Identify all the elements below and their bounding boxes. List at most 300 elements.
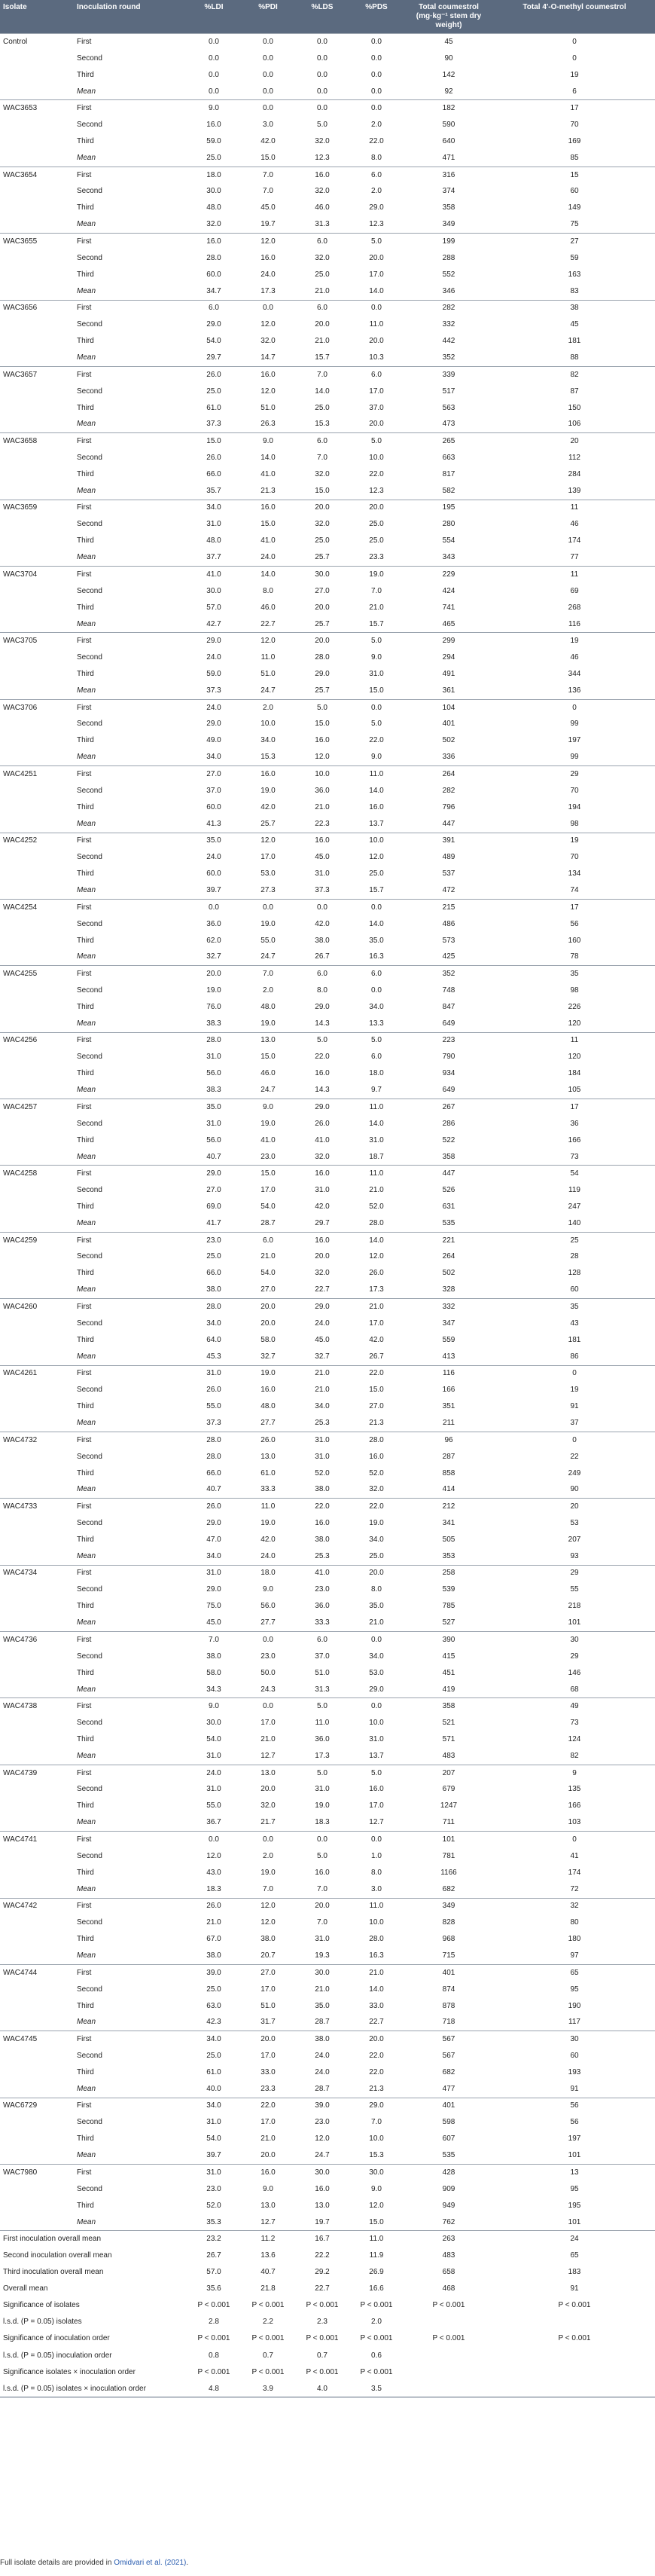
summary-value: 3.5 <box>349 2381 404 2397</box>
cell-round: Third <box>77 1801 94 1811</box>
cell-value: 38.0 <box>206 1951 221 1960</box>
cell-value: 29 <box>494 766 655 783</box>
cell-round: Third <box>77 936 94 945</box>
cell-value: 166 <box>442 1386 455 1395</box>
table-row <box>0 583 655 600</box>
cell-value: 14.3 <box>315 1019 330 1028</box>
table-row <box>0 833 655 849</box>
cell-isolate: WAC4734 <box>0 1565 74 1581</box>
summary-value: P < 0.001 <box>306 2301 339 2310</box>
cell-value: 19.0 <box>315 1801 330 1811</box>
cell-value: 65 <box>494 1964 655 1981</box>
table-row <box>0 350 655 366</box>
cell-value: 35.3 <box>206 2217 221 2226</box>
cell-value: 32.0 <box>315 1152 330 1161</box>
cell-value: 30.0 <box>206 1719 221 1728</box>
cell-isolate <box>0 949 74 966</box>
table-row <box>0 2048 655 2064</box>
cell-value: 299 <box>404 633 494 649</box>
cell-value: 414 <box>442 1485 455 1494</box>
cell-value: 59 <box>570 253 579 262</box>
cell-value: 796 <box>442 802 455 811</box>
cell-value: 20.0 <box>260 1785 276 1794</box>
cell-value: 13.7 <box>369 819 384 828</box>
cell-value: 19.7 <box>260 220 276 229</box>
table-row <box>0 683 655 699</box>
cell-value: 83 <box>570 286 579 295</box>
cell-value: 15.0 <box>315 486 330 495</box>
cell-value: 15.0 <box>369 686 384 695</box>
cell-value: 42.0 <box>315 1202 330 1212</box>
cell-value: 447 <box>404 1166 494 1182</box>
cell-value: 249 <box>568 1468 581 1477</box>
cell-value: 33.0 <box>369 2001 384 2010</box>
cell-value: 16.0 <box>315 2184 330 2193</box>
cell-value: 332 <box>442 320 455 329</box>
table-row <box>0 1548 655 1565</box>
summary-value <box>404 2348 494 2364</box>
cell-value: 649 <box>442 1019 455 1028</box>
cell-value: 45 <box>404 34 494 50</box>
summary-value: P < 0.001 <box>432 2334 465 2343</box>
cell-value: 50.0 <box>260 1668 276 1677</box>
cell-value: 215 <box>404 899 494 915</box>
table-row <box>0 117 655 133</box>
cell-value: 31.0 <box>315 1935 330 1944</box>
table-row <box>0 2147 655 2164</box>
cell-value: 17.0 <box>260 2051 276 2060</box>
cell-value: 0.0 <box>371 985 382 995</box>
cell-round: Third <box>77 2001 94 2010</box>
footnote-end: . <box>186 2559 189 2567</box>
cell-isolate <box>0 683 74 699</box>
cell-value: 349 <box>442 220 455 229</box>
cell-value: 77 <box>570 553 579 562</box>
cell-round: First <box>74 2031 187 2048</box>
cell-value: 2.0 <box>241 699 295 716</box>
cell-value: 486 <box>442 919 455 928</box>
cell-value: 69.0 <box>206 1202 221 1212</box>
cell-value: 61.0 <box>260 1468 276 1477</box>
cell-value: 2.0 <box>371 121 382 130</box>
table-row <box>0 1065 655 1082</box>
cell-value: 101 <box>568 2217 581 2226</box>
table-row <box>0 633 655 649</box>
cell-value: 10.0 <box>369 2134 384 2144</box>
cell-value: 46.0 <box>260 603 276 612</box>
cell-value: 30.0 <box>206 586 221 595</box>
cell-value: 61.0 <box>206 403 221 412</box>
cell-value: 287 <box>442 1452 455 1461</box>
cell-value: 5.0 <box>349 234 404 250</box>
cell-value: 34.0 <box>187 2098 241 2114</box>
summary-value: 4.0 <box>295 2381 349 2397</box>
cell-round: First <box>74 966 187 982</box>
cell-round: Second <box>77 1518 102 1527</box>
cell-value: 428 <box>404 2165 494 2181</box>
cell-round: Second <box>77 1652 102 1661</box>
cell-value: 5.0 <box>349 633 404 649</box>
table-row <box>0 2181 655 2198</box>
cell-value: 349 <box>404 1898 494 1914</box>
cell-isolate: WAC3704 <box>0 567 74 583</box>
summary-value: P < 0.001 <box>306 2367 339 2376</box>
cell-round: Second <box>77 2051 102 2060</box>
cell-isolate <box>0 1215 74 1232</box>
cell-value: 30.0 <box>295 567 349 583</box>
cell-isolate <box>0 1415 74 1432</box>
cell-isolate <box>0 1865 74 1881</box>
cell-value: 15.0 <box>260 520 276 529</box>
cell-value: 26.0 <box>241 1432 295 1448</box>
cell-value: 16.0 <box>241 2165 295 2181</box>
table-row <box>0 1482 655 1499</box>
cell-value: 27 <box>494 234 655 250</box>
cell-value: 17.0 <box>260 1186 276 1195</box>
cell-value: 35.0 <box>187 1099 241 1116</box>
table-row <box>0 1815 655 1832</box>
cell-value: 18.0 <box>241 1565 295 1581</box>
cell-value: 31.0 <box>187 1365 241 1382</box>
cell-value: 280 <box>442 520 455 529</box>
cell-value: 14.3 <box>315 1086 330 1095</box>
cell-isolate <box>0 732 74 749</box>
cell-value: 0.0 <box>349 100 404 117</box>
cell-value: 679 <box>442 1785 455 1794</box>
cell-isolate <box>0 1581 74 1598</box>
cell-isolate <box>0 2048 74 2064</box>
cell-isolate <box>0 2147 74 2164</box>
cell-value: 38.0 <box>315 936 330 945</box>
table-row <box>0 2198 655 2214</box>
cell-value: 451 <box>442 1668 455 1677</box>
cell-isolate <box>0 982 74 999</box>
summary-row <box>0 2381 655 2397</box>
cell-isolate <box>0 1598 74 1615</box>
cell-value: 10.0 <box>369 1719 384 1728</box>
cell-round: First <box>74 1032 187 1049</box>
cell-value: 30.0 <box>206 187 221 196</box>
cell-round: First <box>74 1765 187 1781</box>
table-row <box>0 67 655 84</box>
cell-round: Second <box>77 2118 102 2127</box>
cell-round: Mean <box>77 1951 96 1960</box>
table-row <box>0 333 655 350</box>
table-row <box>0 1998 655 2015</box>
cell-value: 344 <box>568 670 581 679</box>
summary-label: l.s.d. (P = 0.05) isolates × inoculation order <box>0 2381 187 2397</box>
cell-value: 0 <box>494 1365 655 1382</box>
cell-value: 101 <box>568 1618 581 1627</box>
cell-value: 28.0 <box>187 1032 241 1049</box>
cell-value: 40.7 <box>206 1485 221 1494</box>
cell-value: 31.0 <box>206 1785 221 1794</box>
summary-row <box>0 2314 655 2330</box>
cell-round: First <box>74 1698 187 1715</box>
cell-value: 46 <box>570 520 579 529</box>
cell-round: Third <box>77 1602 94 1611</box>
cell-value: 63.0 <box>206 2001 221 2010</box>
cell-value: 140 <box>568 1218 581 1227</box>
cell-value: 20.0 <box>260 2151 276 2160</box>
cell-isolate <box>0 1748 74 1765</box>
cell-value: 471 <box>442 153 455 162</box>
cell-value: 20.0 <box>295 633 349 649</box>
cell-isolate <box>0 666 74 683</box>
summary-value: 3.9 <box>241 2381 295 2397</box>
cell-value: 28.0 <box>349 1432 404 1448</box>
table-row <box>0 200 655 216</box>
cell-isolate <box>0 50 74 67</box>
cell-isolate <box>0 1515 74 1532</box>
cell-value: 25.0 <box>206 153 221 162</box>
footnote-text: Full isolate details are provided in <box>0 2559 114 2567</box>
cell-value: 294 <box>442 653 455 662</box>
cell-value: 46 <box>570 653 579 662</box>
cell-value: 27.7 <box>260 1618 276 1627</box>
cell-value: 23.0 <box>260 1652 276 1661</box>
cell-value: 42.0 <box>260 802 276 811</box>
cell-value: 6.0 <box>295 966 349 982</box>
cell-value: 27.0 <box>315 586 330 595</box>
cell-value: 9.0 <box>263 2184 273 2193</box>
cell-value: 18.0 <box>187 167 241 183</box>
cell-value: 27.0 <box>187 766 241 783</box>
cell-value: 35.0 <box>187 833 241 849</box>
cell-value: 26.0 <box>187 366 241 383</box>
summary-value: 23.2 <box>187 2231 241 2248</box>
cell-value: 858 <box>442 1468 455 1477</box>
cell-round: Third <box>77 1135 94 1144</box>
cell-round: Mean <box>77 886 96 895</box>
cell-value: 554 <box>442 536 455 545</box>
cell-value: 21.0 <box>315 1985 330 1994</box>
cell-value: 582 <box>442 486 455 495</box>
cell-value: 25.7 <box>315 553 330 562</box>
cell-value: 31.3 <box>315 220 330 229</box>
cell-round: Second <box>77 187 102 196</box>
cell-value: 14.0 <box>369 919 384 928</box>
cell-isolate <box>0 1649 74 1665</box>
cell-value: 120 <box>568 1053 581 1062</box>
cell-value: 18.0 <box>369 1069 384 1078</box>
table-row <box>0 217 655 234</box>
cell-round: Third <box>77 2201 94 2210</box>
cell-value: 74 <box>570 886 579 895</box>
cell-round: Mean <box>77 1352 96 1361</box>
table-row <box>0 882 655 899</box>
cell-round: Second <box>77 1918 102 1927</box>
cell-value: 35.0 <box>315 2001 330 2010</box>
cell-value: 28.7 <box>315 2084 330 2093</box>
cell-round: Mean <box>77 1685 96 1694</box>
cell-isolate <box>0 1082 74 1099</box>
cell-value: 1.0 <box>371 1851 382 1860</box>
cell-value: 48.0 <box>206 203 221 212</box>
summary-value <box>404 2314 494 2330</box>
cell-value: 18.3 <box>315 1818 330 1827</box>
cell-value: 5.0 <box>295 1698 349 1715</box>
cell-value: 7.0 <box>263 187 273 196</box>
cell-value: 56.0 <box>206 1069 221 1078</box>
cell-value: 442 <box>442 337 455 346</box>
cell-isolate <box>0 2131 74 2147</box>
cell-value: 24.3 <box>260 1685 276 1694</box>
cell-value: 40.7 <box>206 1152 221 1161</box>
cell-round: Second <box>77 121 102 130</box>
cell-value: 31.0 <box>315 869 330 879</box>
cell-value: 21.0 <box>260 2134 276 2144</box>
cell-isolate <box>0 1715 74 1731</box>
cell-value: 353 <box>442 1551 455 1560</box>
cell-value: 26.7 <box>315 952 330 961</box>
cell-value: 32.7 <box>260 1352 276 1361</box>
table-row <box>0 1632 655 1649</box>
table-row <box>0 567 655 583</box>
summary-value <box>494 2381 655 2397</box>
cell-value: 264 <box>404 766 494 783</box>
cell-isolate: WAC3655 <box>0 234 74 250</box>
cell-value: 52.0 <box>206 2201 221 2210</box>
cell-value: 15.7 <box>369 619 384 628</box>
cell-value: 0.0 <box>295 34 349 50</box>
cell-value: 21.0 <box>315 1386 330 1395</box>
cell-value: 8.0 <box>263 586 273 595</box>
cell-value: 29.0 <box>369 1685 384 1694</box>
cell-isolate <box>0 2064 74 2081</box>
table-row <box>0 2098 655 2114</box>
cell-value: 21.3 <box>369 1419 384 1428</box>
cell-value: 31.0 <box>369 1735 384 1744</box>
table-row <box>0 1232 655 1248</box>
cell-value: 38.0 <box>315 1535 330 1544</box>
cell-value: 27.3 <box>260 886 276 895</box>
cell-value: 24.0 <box>187 699 241 716</box>
cell-value: 41.0 <box>260 536 276 545</box>
cell-value: 23.3 <box>260 2084 276 2093</box>
cell-value: 211 <box>443 1419 455 1428</box>
cell-value: 663 <box>442 453 455 462</box>
cell-value: 0.0 <box>349 300 404 316</box>
cell-value: 19 <box>494 833 655 849</box>
cell-value: 41.0 <box>260 469 276 478</box>
summary-value: P < 0.001 <box>251 2334 285 2343</box>
cell-value: 54.0 <box>206 1735 221 1744</box>
cell-value: 27.7 <box>260 1419 276 1428</box>
cell-round: First <box>74 234 187 250</box>
cell-value: 6.0 <box>349 366 404 383</box>
cell-value: 69 <box>570 586 579 595</box>
table-row <box>0 2015 655 2031</box>
cell-value: 352 <box>442 353 455 362</box>
cell-round: Third <box>77 1535 94 1544</box>
cell-round: Mean <box>77 1485 96 1494</box>
cell-value: 20.0 <box>349 2031 404 2048</box>
summary-value: 263 <box>404 2231 494 2248</box>
cell-round: Mean <box>77 819 96 828</box>
table-row <box>0 1116 655 1132</box>
cell-value: 32 <box>494 1898 655 1914</box>
cell-round: First <box>74 833 187 849</box>
summary-row <box>0 2297 655 2314</box>
cell-value: 17.0 <box>260 853 276 862</box>
table-header <box>0 0 655 34</box>
cell-value: 38.0 <box>295 2031 349 2048</box>
cell-value: 22 <box>570 1452 579 1461</box>
cell-value: 43.0 <box>206 1868 221 1877</box>
cell-isolate <box>0 217 74 234</box>
cell-value: 332 <box>404 1299 494 1316</box>
cell-value: 11 <box>494 567 655 583</box>
cell-value: 103 <box>568 1818 581 1827</box>
cell-value: 741 <box>442 603 455 612</box>
cell-isolate <box>0 2198 74 2214</box>
cell-value: 28.0 <box>187 1432 241 1448</box>
table-row <box>0 1748 655 1765</box>
cell-value: 32.0 <box>315 253 330 262</box>
cell-value: 195 <box>568 2201 581 2210</box>
table-row <box>0 1532 655 1548</box>
table-row <box>0 1415 655 1432</box>
cell-value: 21.0 <box>260 1252 276 1261</box>
cell-value: 51.0 <box>315 1668 330 1677</box>
cell-value: 49.0 <box>206 736 221 745</box>
cell-value: 20.0 <box>349 500 404 516</box>
table-row <box>0 2131 655 2147</box>
cell-value: 31.0 <box>206 1751 221 1760</box>
summary-value: 11.9 <box>369 2251 384 2260</box>
footnote-link[interactable]: Omidvari et al. (2021) <box>114 2559 187 2567</box>
cell-value: 526 <box>442 1186 455 1195</box>
cell-value: 9.0 <box>263 1585 273 1594</box>
cell-isolate <box>0 1316 74 1332</box>
cell-isolate <box>0 1349 74 1365</box>
cell-value: 21.3 <box>260 486 276 495</box>
cell-round: First <box>74 1632 187 1649</box>
cell-round: Third <box>77 403 94 412</box>
cell-isolate: WAC4251 <box>0 766 74 783</box>
cell-value: 24.7 <box>260 686 276 695</box>
table-row <box>0 1698 655 1715</box>
cell-round: Mean <box>77 1551 96 1560</box>
cell-isolate: WAC4732 <box>0 1432 74 1448</box>
cell-value: 21.0 <box>206 1918 221 1927</box>
cell-value: 0.0 <box>317 53 328 63</box>
summary-value: 0.6 <box>371 2351 382 2360</box>
cell-value: 590 <box>442 121 455 130</box>
cell-round: Third <box>77 1868 94 1877</box>
cell-value: 16.0 <box>369 1785 384 1794</box>
cell-value: 31.3 <box>315 1685 330 1694</box>
cell-value: 22.7 <box>260 619 276 628</box>
table-row <box>0 433 655 450</box>
cell-value: 31.0 <box>369 1135 384 1144</box>
cell-round: Third <box>77 1402 94 1411</box>
table-row <box>0 1948 655 1964</box>
summary-value <box>494 2314 655 2330</box>
cell-round: First <box>74 1365 187 1382</box>
cell-round: Mean <box>77 1019 96 1028</box>
cell-value: 909 <box>442 2184 455 2193</box>
cell-value: 16.0 <box>315 1868 330 1877</box>
cell-round: Mean <box>77 2084 96 2093</box>
cell-isolate <box>0 1914 74 1931</box>
summary-row <box>0 2248 655 2264</box>
cell-value: 8.0 <box>371 153 382 162</box>
cell-round: Third <box>77 802 94 811</box>
cell-value: 790 <box>442 1053 455 1062</box>
cell-value: 33.3 <box>315 1618 330 1627</box>
